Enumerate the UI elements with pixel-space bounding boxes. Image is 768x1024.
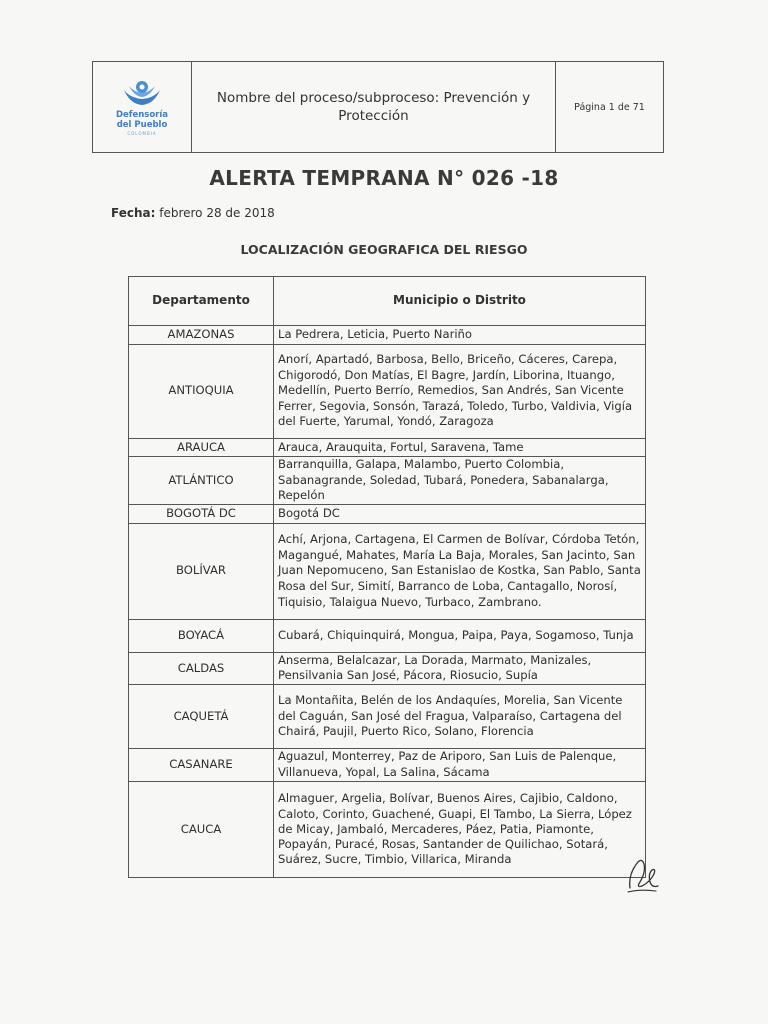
department-cell: BOGOTÁ DC [129, 505, 274, 524]
table-row [129, 619, 646, 652]
municipality-cell: Anorí, Apartadó, Barbosa, Bello, Briceño, Cáceres, Carepa, Chigorodó, Don Matías, El Bagre, Jardín, Liborina, Ituango, Medellín, Puerto Berrío, Remedios, San Andrés, San Vicente Ferrer, Segovia, Sonsón, Tarazá, Toledo, Turbo, Valdivia, Vigía del Fuerte, Yarumal, Yondó, Zaragoza [274, 344, 646, 438]
municipality-cell: Barranquilla, Galapa, Malambo, Puerto Colombia, Sabanagrande, Soledad, Tubará, Ponedera, Sabanalarga, Repelón [274, 457, 646, 505]
logo-subtitle: COLOMBIA [127, 131, 157, 136]
date-line [111, 206, 275, 220]
table-row [129, 326, 646, 345]
table-row [129, 438, 646, 457]
risk-location-table [128, 276, 646, 878]
department-cell: CASANARE [129, 748, 274, 781]
table-row [129, 748, 646, 781]
table-header-row [129, 277, 646, 326]
table-row [129, 652, 646, 684]
department-cell: ATLÁNTICO [129, 457, 274, 505]
defensoria-logo-icon [120, 78, 164, 108]
handwritten-signature [624, 852, 660, 894]
process-name: Nombre del proceso/subproceso: Prevención y Protección [192, 62, 556, 152]
table-row [129, 523, 646, 619]
table-row [129, 684, 646, 748]
department-cell: CAQUETÁ [129, 684, 274, 748]
column-header-department: Departamento [129, 277, 274, 326]
table-row [129, 505, 646, 524]
municipality-cell: Arauca, Arauquita, Fortul, Saravena, Tame [274, 438, 646, 457]
section-subtitle: LOCALIZACIÓN GEOGRAFICA DEL RIESGO [240, 242, 528, 257]
logo-line-2: del Pueblo [116, 120, 168, 130]
document-title: ALERTA TEMPRANA N° 026 -18 [209, 166, 559, 190]
department-cell: AMAZONAS [129, 326, 274, 345]
municipality-cell: Anserma, Belalcazar, La Dorada, Marmato, Manizales, Pensilvania San José, Pácora, Riosucio, Supía [274, 652, 646, 684]
department-cell: ARAUCA [129, 438, 274, 457]
department-cell: CAUCA [129, 781, 274, 877]
department-cell: BOLÍVAR [129, 523, 274, 619]
municipality-cell: Achí, Arjona, Cartagena, El Carmen de Bolívar, Córdoba Tetón, Magangué, Mahates, María La Baja, Morales, San Jacinto, San Juan Nepomuceno, San Estanislao de Kostka, San Pablo, Santa Rosa del Sur, Simití, Barranco de Loba, Cantagallo, Norosí, Tiquisio, Talaigua Nuevo, Turbaco, Zambrano. [274, 523, 646, 619]
municipality-cell: Aguazul, Monterrey, Paz de Ariporo, San Luis de Palenque, Villanueva, Yopal, La Salina, Sácama [274, 748, 646, 781]
department-cell: CALDAS [129, 652, 274, 684]
table-row [129, 457, 646, 505]
municipality-cell: Cubará, Chiquinquirá, Mongua, Paipa, Paya, Sogamoso, Tunja [274, 619, 646, 652]
table-row [129, 781, 646, 877]
department-cell: BOYACÁ [129, 619, 274, 652]
date-value: febrero 28 de 2018 [159, 206, 275, 220]
date-label: Fecha: [111, 206, 156, 220]
logo-line-1: Defensoría [115, 110, 169, 120]
municipality-cell: Almaguer, Argelia, Bolívar, Buenos Aires, Cajibio, Caldono, Caloto, Corinto, Guachené, Guapi, El Tambo, La Sierra, López de Micay, Jambaló, Mercaderes, Páez, Patia, Piamonte, Popayán, Puracé, Rosas, Santander de Quilichao, Sotará, Suárez, Sucre, Timbio, Villarica, Miranda [274, 781, 646, 877]
page-number: Página 1 de 71 [574, 101, 645, 113]
municipality-cell: La Montañita, Belén de los Andaquíes, Morelia, San Vicente del Caguán, San José del Fragua, Valparaíso, Cartagena del Chairá, Paujil, Puerto Rico, Solano, Florencia [274, 684, 646, 748]
table-row [129, 344, 646, 438]
department-cell: ANTIOQUIA [129, 344, 274, 438]
municipality-cell: La Pedrera, Leticia, Puerto Nariño [274, 326, 646, 345]
document-header [92, 61, 664, 153]
municipality-cell: Bogotá DC [274, 505, 646, 524]
logo [93, 62, 192, 152]
column-header-municipality: Municipio o Distrito [274, 277, 646, 326]
